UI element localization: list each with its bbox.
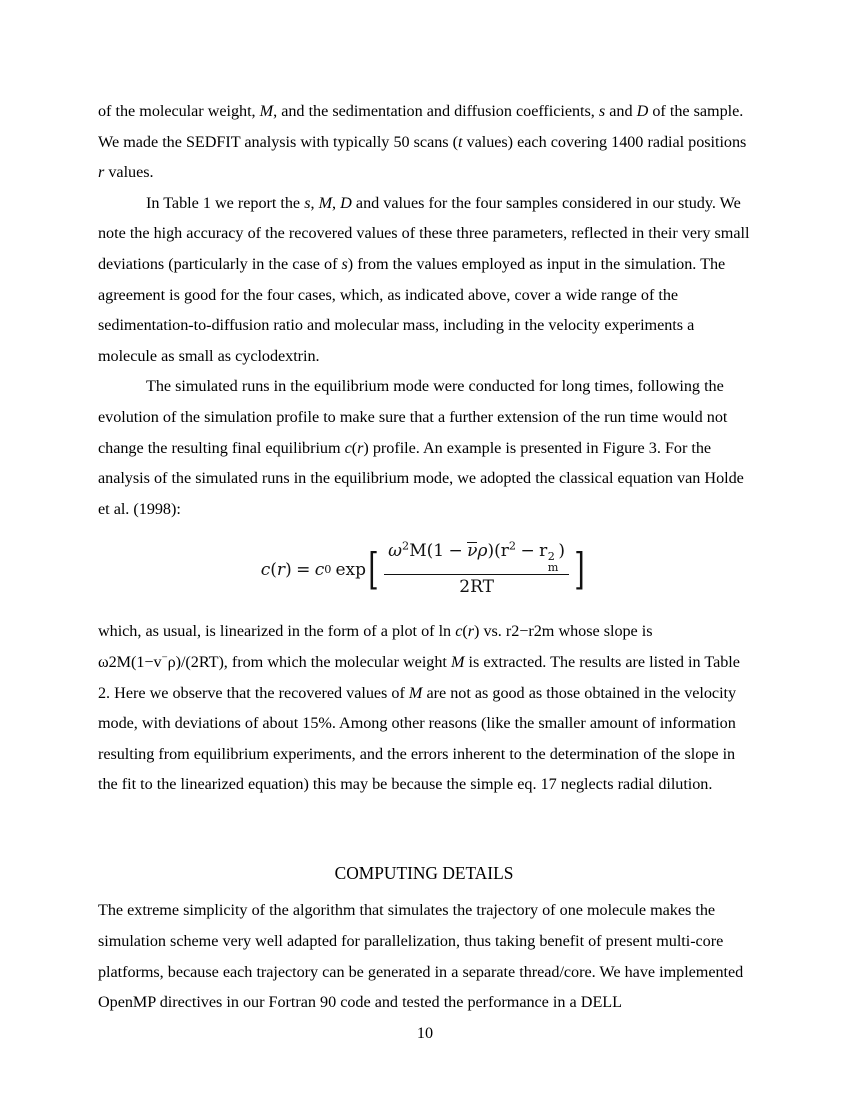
variable-r: r — [357, 438, 364, 457]
text-run: of the molecular weight, — [98, 102, 260, 120]
text-run: ( — [462, 622, 468, 641]
variable-s: s — [304, 193, 311, 212]
paragraph-linearization — [98, 616, 750, 800]
equation-radius-r: r — [500, 541, 509, 562]
section-heading-computing-details: COMPUTING DETAILS — [334, 862, 514, 883]
equation-lhs-c: c — [260, 560, 271, 581]
text-run: are not as good as those obtained in the velocity mode, with deviations of about 15%. Among other reasons (like the smaller amount of information resulting from equilibrium experiments, and the errors inherent to the determination of the slope in the fit to the linearized equation) this may be because the simple eq. 17 neglects radial dilution. — [98, 683, 737, 794]
text-run: ) vs. r2−r2m whose slope is ω2M(1−v — [98, 622, 653, 671]
text-run: is extracted. The results are listed in Table 2. Here we observe that the recovered values of — [98, 652, 740, 702]
heading-spacer-above — [98, 800, 750, 858]
variable-r: r — [98, 163, 105, 182]
variable-c: c — [455, 622, 463, 641]
equation-minus: − — [448, 541, 463, 562]
variable-c: c — [344, 438, 352, 457]
equation-paren-close: ) — [285, 560, 292, 581]
text-run: values) each covering 1400 radial positions — [462, 132, 747, 151]
paragraph-continuation — [98, 96, 750, 188]
equation-bracket-close: ] — [574, 544, 585, 595]
variable-M: M — [408, 683, 423, 702]
variable-M: M — [259, 102, 274, 120]
text-run: ( — [351, 438, 358, 457]
heading-spacer-below — [98, 888, 750, 895]
equation-partial-specific-volume: ν — [467, 541, 478, 562]
variable-r: r — [467, 622, 475, 641]
text-run: and values for the four samples considered in our study. We note the high accuracy of the recovered values of these three parameters, reflected in their very small deviations (particularly in the case of — [98, 193, 750, 273]
equation-meniscus-radius: r — [539, 541, 548, 562]
paragraph-computing-details: The extreme simplicity of the algorithm that simulates the trajectory of one molecule makes the simulation scheme very well adapted for parallelization, thus taking benefit of present multi-core platforms, because each trajectory can be generated in a separate thread/core. We have implemented OpenMP directives in our Fortran 90 code and tested the performance in a DELL — [98, 901, 744, 1012]
equation-paren-open: ( — [426, 541, 434, 562]
text-run: ) profile. An example is presented in Figure 3. For the analysis of the simulated runs in the equilibrium mode, we adopted the classical equation van Holde et al. (1998): — [98, 438, 744, 518]
variable-M: M — [450, 652, 465, 671]
equation-meniscus-exponent: 2 — [547, 549, 555, 563]
equation-radius-exponent: 2 — [508, 539, 517, 553]
equation-denominator: 2RT — [384, 574, 569, 598]
text-run: , — [332, 193, 341, 212]
equation-paren-close: ) — [487, 541, 495, 562]
overbar-marker: − — [161, 651, 168, 664]
text-run: ) from the values employed as input in the simulation. The agreement is good for the four cases, which, as indicated above, cover a wide range of the sedimentation-to-diffusion ratio and molecular mass, including in the velocity experiments a molecule as small as cyclodextrin. — [98, 254, 726, 365]
equation-meniscus-indices — [548, 551, 559, 574]
paragraph-equilibrium-runs — [98, 371, 750, 524]
equation-molar-mass: M — [409, 541, 427, 562]
equation-paren-open: ( — [494, 541, 501, 562]
variable-D: D — [636, 102, 649, 120]
variable-t: t — [457, 132, 463, 151]
paragraph-table1-results — [98, 188, 750, 372]
text-run: In Table 1 we report the — [146, 193, 305, 212]
text-run: of the sample. We made the SEDFIT analysis with typically 50 scans ( — [98, 102, 744, 151]
equation-rhs-c0: c — [314, 560, 325, 581]
equation-omega-exponent: 2 — [402, 539, 410, 553]
variable-s: s — [598, 102, 606, 120]
equation-density-rho: ρ — [477, 541, 488, 562]
equation-numerator — [384, 541, 569, 574]
equation-fraction — [384, 541, 569, 598]
equation-exp-operator: exp — [335, 560, 366, 581]
equation-meniscus-subscript: m — [547, 561, 559, 575]
text-run: which, as usual, is linearized in the form of a plot of ln — [98, 622, 456, 641]
text-run: , — [310, 193, 319, 212]
equation-bracket-open: [ — [368, 544, 379, 595]
text-run: , and the sedimentation and diffusion coefficients, — [273, 102, 599, 120]
variable-D: D — [340, 193, 352, 212]
equation-equals: = — [296, 560, 311, 581]
equation-paren-open: ( — [270, 560, 277, 581]
text-run: values. — [104, 163, 154, 182]
variable-M: M — [318, 193, 333, 212]
equation-lhs-r: r — [276, 560, 286, 581]
page-number: 10 — [416, 1024, 434, 1042]
equation-omega: ω — [388, 541, 403, 562]
text-run: ρ)/(2RT), from which the molecular weight — [167, 652, 451, 671]
variable-s: s — [341, 254, 348, 273]
equation-one: 1 — [433, 541, 445, 562]
text-run: and — [605, 102, 637, 120]
document-body — [98, 96, 750, 1018]
display-equation — [98, 524, 750, 616]
equation-paren-close: ) — [558, 541, 566, 562]
text-run: The simulated runs in the equilibrium mode were conducted for long times, following the evolution of the simulation profile to make sure that a further extension of the run time would not change the resulting final equilibrium — [98, 377, 728, 457]
equation-sedimentation-equilibrium: c ( r ) = c 0 exp [ $\omega^2M(1 - \nu\rho)(r^2 - r$ 2 m ) 2RT ] — [260, 539, 585, 598]
equation-minus: − — [520, 541, 535, 562]
